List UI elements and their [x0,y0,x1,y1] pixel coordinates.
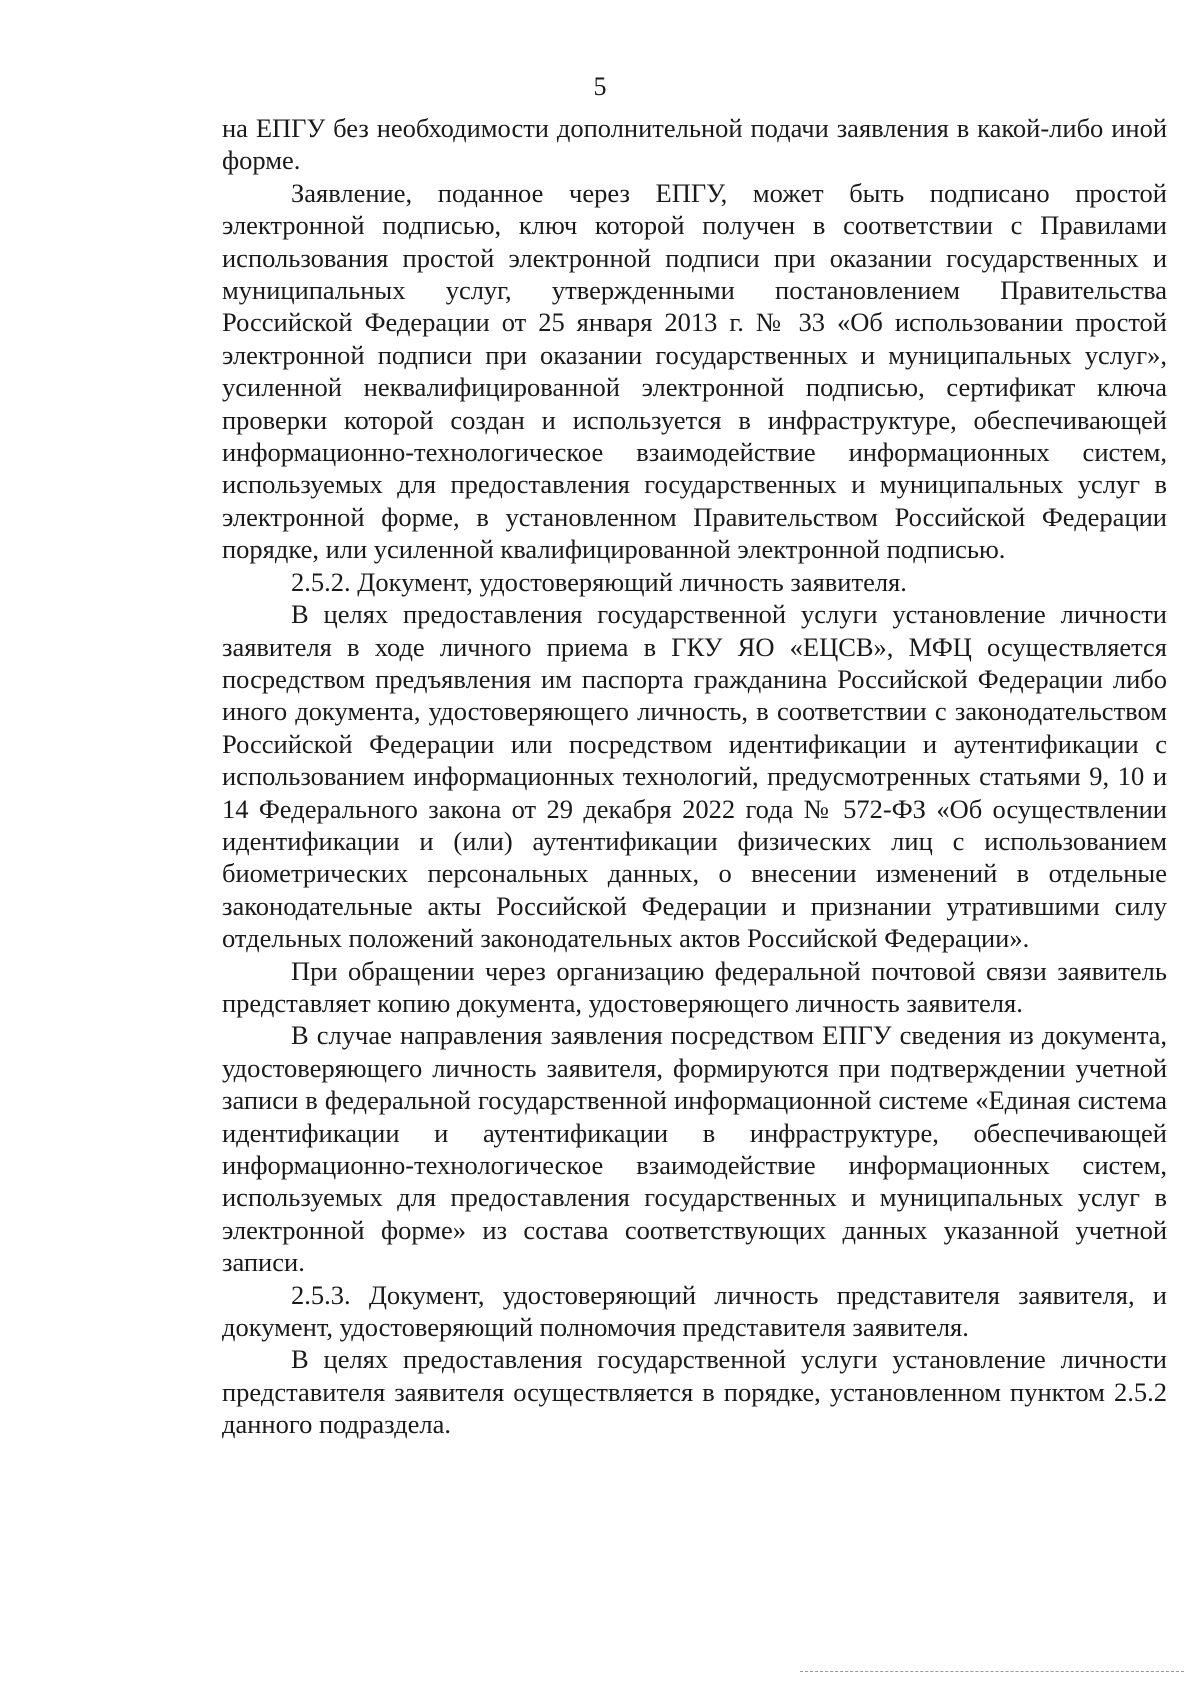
paragraph-electronic-signature: Заявление, поданное через ЕПГУ, может быть подписано простой электронной подписью, ключ которой получен в соответствии с Правилами использования простой электронной подписи при оказании государственных и муниципальных услуг, утвержденными постановлением Правительства Российской Федерации от 25 января 2013 г. № 33 «Об использовании простой электронной подписи при оказании государственных и муниципальных услуг», усиленной неквалифицированной электронной подписью, сертификат ключа проверки которой создан и используется в инфраструктуре, обеспечивающей информационно-технологическое взаимодействие информационных систем, используемых для предоставления государственных и муниципальных услуг в электронной форме, в установленном Правительством Российской Федерации порядке, или усиленной квалифицированной электронной подписью. [222,177,1167,565]
section-heading-2-5-2: 2.5.2. Документ, удостоверяющий личность заявителя. [291,566,907,597]
paragraph-epgu-submission: В случае направления заявления посредством ЕПГУ сведения из документа, удостоверяющего личность заявителя, формируются при подтверждении учетной записи в федеральной государственной информационной системе «Единая система идентификации и аутентификации в инфраструктуре, обеспечивающей информационно-технологическое взаимодействие информационных систем, используемых для предоставления государственных и муниципальных услуг в электронной форме» из состава соответствующих данных указанной учетной записи. [222,1020,1167,1278]
paragraph-continuation: на ЕПГУ без необходимости дополнительной подачи заявления в какой-либо иной форме. [222,113,1167,176]
section-heading-2-5-3: 2.5.3. Документ, удостоверяющий личность представителя заявителя, и документ, удостоверяющий полномочия представителя заявителя. [222,1279,1167,1343]
paragraph-postal-submission: При обращении через организацию федеральной почтовой связи заявитель представляет копию документа, удостоверяющего личность заявителя. [222,955,1167,1018]
page-number: 5 [593,72,607,101]
paragraph-representative-identity: В целях предоставления государственной услуги установление личности представителя заявителя осуществляется в порядке, установленном пунктом 2.5.2 данного подраздела. [222,1344,1167,1440]
document-body [222,112,1167,1441]
paragraph-identity-verification: В целях предоставления государственной услуги установление личности заявителя в ходе личного приема в ГКУ ЯО «ЕЦСВ», МФЦ осуществляется посредством предъявления им паспорта гражданина Российской Федерации либо иного документа, удостоверяющего личность, в соответствии с законодательством Российской Федерации или посредством идентификации и аутентификации с использованием информационных технологий, предусмотренных статьями 9, 10 и 14 Федерального закона от 29 декабря 2022 года № 572-ФЗ «Об осуществлении идентификации и (или) аутентификации физических лиц с использованием биометрических персональных данных, о внесении изменений в отдельные законодательные акты Российской Федерации и признании утратившими силу отдельных положений законодательных актов Российской Федерации». [222,599,1167,954]
footer-divider [800,1671,1184,1672]
